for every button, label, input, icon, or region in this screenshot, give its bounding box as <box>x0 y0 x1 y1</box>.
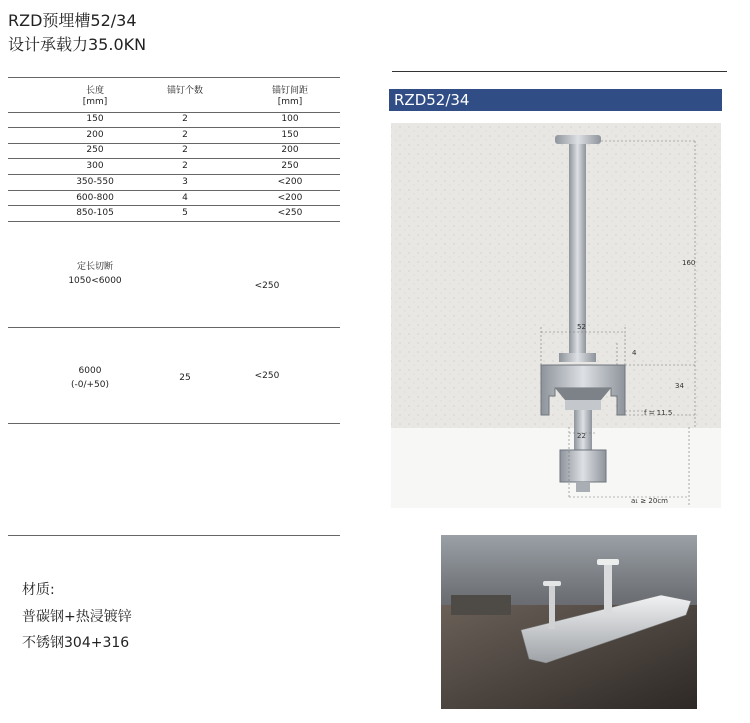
page-title: RZD预埋槽52/34 <box>8 11 137 30</box>
product-photo <box>441 535 697 709</box>
cell-spacing: <200 <box>277 177 303 187</box>
cell-length: 200 <box>86 130 104 140</box>
photo-table <box>451 595 511 615</box>
anchor-collar <box>559 353 596 362</box>
table-rule <box>8 174 340 175</box>
anchor-head <box>555 135 601 144</box>
washer <box>565 400 601 410</box>
cell-spacing: 150 <box>281 130 299 140</box>
cell-count: 5 <box>182 208 188 218</box>
photo-anchor-head-1 <box>597 559 619 565</box>
photo-anchor-1 <box>604 563 612 615</box>
load-capacity: 设计承载力35.0KN <box>8 35 147 54</box>
panel-rule <box>392 71 727 72</box>
table-rule <box>8 423 340 424</box>
cell-length: 300 <box>86 161 104 171</box>
table-rule <box>8 221 340 222</box>
table-rule <box>8 112 340 113</box>
full-length-tolerance: (-0/+50) <box>70 380 110 390</box>
bolt-shank <box>574 410 592 450</box>
dim-4: 4 <box>632 349 637 357</box>
table-rule <box>8 190 340 191</box>
col-header-anchor-spacing: 锚钉间距 [mm] <box>271 86 308 107</box>
cell-length: 150 <box>86 114 104 124</box>
photo-anchor-2 <box>549 585 555 629</box>
materials-line-2: 不锈钢304+316 <box>22 635 130 651</box>
col-header-anchor-count: 锚钉个数 <box>166 86 203 96</box>
panel-title: RZD52/34 <box>389 89 722 111</box>
cell-count: 2 <box>182 161 188 171</box>
col-header-length: 长度 [mm] <box>82 86 108 107</box>
dim-34: 34 <box>675 382 684 390</box>
cell-count: 2 <box>182 114 188 124</box>
table-rule <box>8 77 340 78</box>
cell-spacing: <200 <box>277 193 303 203</box>
dim-52: 52 <box>577 323 586 331</box>
cut-to-length-spacing: <250 <box>254 281 280 291</box>
cell-length: 350-550 <box>76 177 114 187</box>
table-rule <box>8 535 340 536</box>
table-rule <box>8 127 340 128</box>
dim-f: f = 11.5 <box>644 409 673 417</box>
cut-to-length-range: 1050<6000 <box>68 276 122 286</box>
table-rule <box>8 143 340 144</box>
bolt-tip <box>576 482 590 492</box>
full-length-anchor-count: 25 <box>179 373 191 383</box>
dim-edge-distance: a₁ ≥ 20cm <box>631 497 668 505</box>
table-rule <box>8 205 340 206</box>
cut-to-length-label: 定长切断 <box>76 262 113 272</box>
cell-length: 600-800 <box>76 193 114 203</box>
cell-spacing: 250 <box>281 161 299 171</box>
full-length-spacing: <250 <box>254 371 280 381</box>
cell-count: 3 <box>182 177 188 187</box>
table-rule <box>8 327 340 328</box>
materials-label: 材质: <box>22 582 55 598</box>
cell-length: 250 <box>86 145 104 155</box>
materials-line-1: 普碳钢+热浸镀锌 <box>22 609 132 625</box>
cross-section-diagram <box>389 115 723 510</box>
cell-length: 850-105 <box>76 208 114 218</box>
cell-count: 2 <box>182 145 188 155</box>
cell-count: 4 <box>182 193 188 203</box>
dim-160: 160 <box>682 259 696 267</box>
dim-22: 22 <box>577 432 586 440</box>
hex-nut <box>560 450 606 482</box>
cell-spacing: 100 <box>281 114 299 124</box>
cell-count: 2 <box>182 130 188 140</box>
cell-spacing: <250 <box>277 208 303 218</box>
photo-anchor-head-2 <box>543 581 561 586</box>
cell-spacing: 200 <box>281 145 299 155</box>
table-rule <box>8 158 340 159</box>
below-concrete <box>391 428 721 508</box>
full-length: 6000 <box>78 366 102 376</box>
